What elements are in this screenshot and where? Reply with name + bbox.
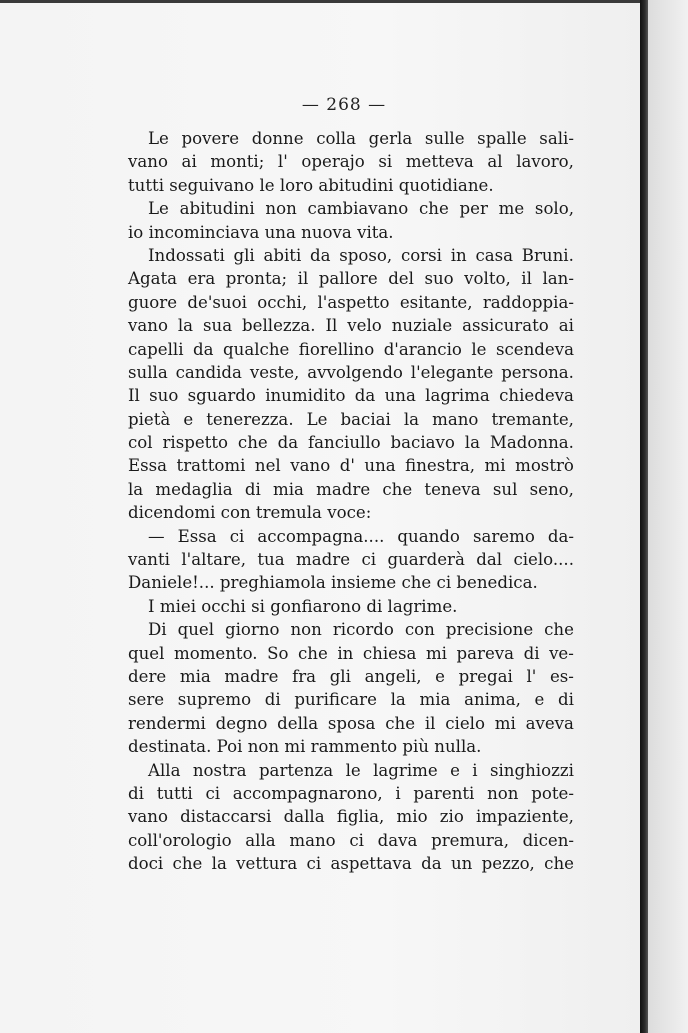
text-line: tutti seguivano le loro abitudini quotidiane. [128, 175, 494, 195]
text-line: destinata. Poi non mi rammento più nulla. [128, 737, 482, 757]
text-line: Alla nostra partenza le lagrime e i singhiozzi [148, 760, 574, 780]
page-number: — 268 — [301, 95, 387, 115]
text-line: Daniele!... preghiamola insieme che ci benedica. [128, 573, 538, 593]
text-line: Le povere donne colla gerla sulle spalle sali- [148, 129, 574, 148]
text-line: pietà e tenerezza. Le baciai la mano tremante, [128, 409, 574, 429]
text-line: vano la sua bellezza. Il velo nuziale assicurato ai [128, 316, 574, 336]
text-line: coll'orologio alla mano ci dava premura, dicen- [128, 830, 574, 850]
text-line: la medaglia di mia madre che teneva sul seno, [128, 479, 574, 499]
text-line: sulla candida veste, avvolgendo l'elegante persona. [128, 362, 574, 382]
text-line: quel momento. So che in chiesa mi pareva di ve- [128, 643, 574, 663]
text-line: I miei occhi si gonfiarono di lagrime. [148, 596, 458, 616]
text-line: Agata era pronta; il pallore del suo volto, il lan- [128, 269, 574, 289]
text-line: Il suo sguardo inumidito da una lagrima chiedeva [128, 386, 574, 406]
text-line: doci che la vettura ci aspettava da un pezzo, che [128, 854, 574, 874]
text-line: col rispetto che da fanciullo baciavo la Madonna. [128, 433, 574, 453]
text-line: Indossati gli abiti da sposo, corsi in casa Bruni. [148, 245, 574, 265]
text-line: Essa trattomi nel vano d' una finestra, mi mostrò [128, 456, 574, 476]
text-line: dere mia madre fra gli angeli, e pregai l' es- [128, 666, 574, 686]
facing-page-edge [648, 0, 688, 1033]
text-line: io incominciava una nuova vita. [128, 222, 394, 242]
text-line: rendermi degno della sposa che il cielo mi aveva [128, 713, 574, 733]
body-text [128, 127, 574, 876]
text-line: vano distaccarsi dalla figlia, mio zio impaziente, [128, 807, 574, 827]
text-line: vanti l'altare, tua madre ci guarderà dal cielo.... [128, 550, 574, 570]
book-spine-shadow [640, 0, 648, 1033]
text-line: guore de'suoi occhi, l'aspetto esitante, raddoppia- [128, 292, 574, 312]
text-line: — Essa ci accompagna.... quando saremo da- [148, 526, 574, 546]
text-line: sere supremo di purificare la mia anima, e di [128, 690, 574, 710]
text-line: vano ai monti; l' operajo si metteva al lavoro, [128, 152, 574, 172]
text-line: dicendomi con tremula voce: [128, 503, 372, 523]
text-line: Le abitudini non cambiavano che per me solo, [148, 199, 574, 219]
text-line: di tutti ci accompagnarono, i parenti non pote- [128, 783, 574, 803]
text-line: capelli da qualche fiorellino d'arancio le scendeva [128, 339, 574, 359]
text-line: Di quel giorno non ricordo con precisione che [148, 620, 574, 640]
